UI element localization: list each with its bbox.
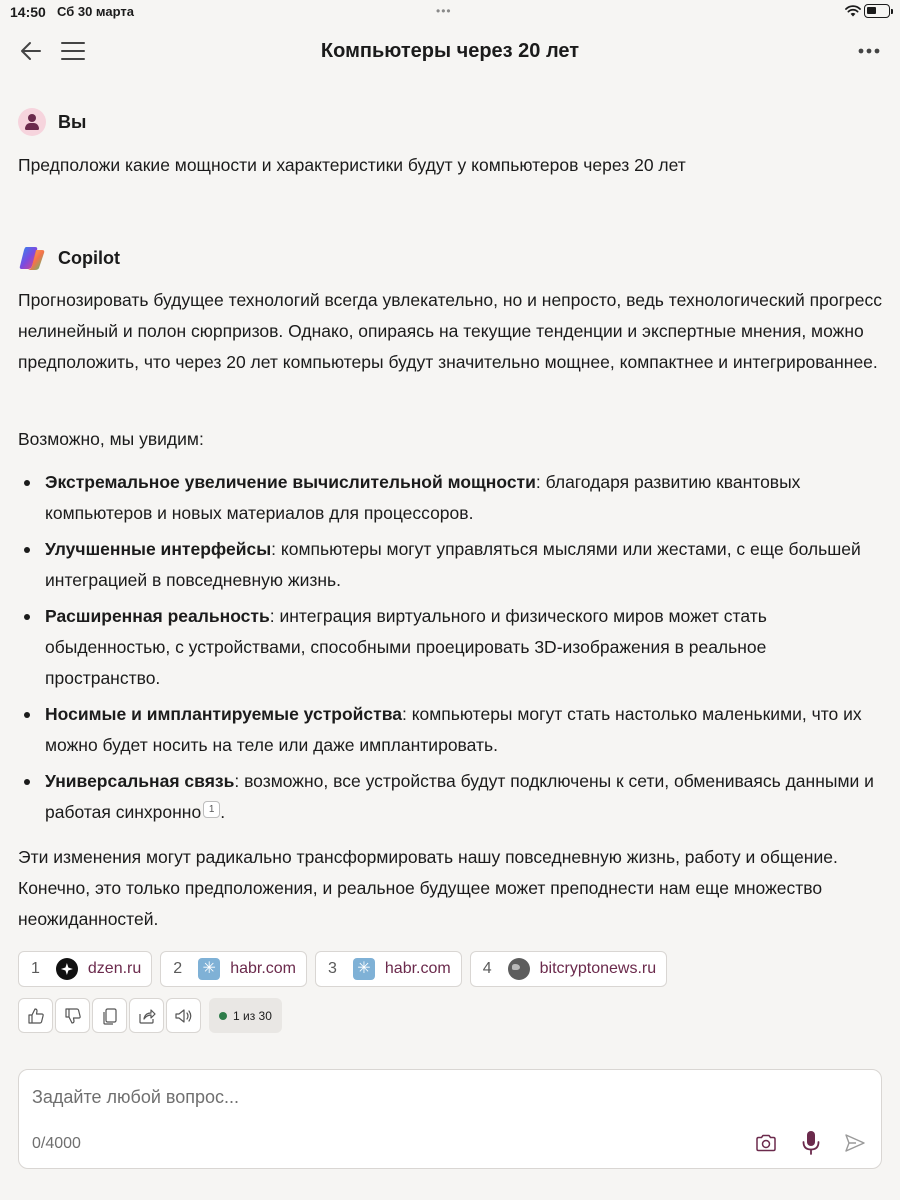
multitask-dots[interactable]: ••• — [436, 4, 452, 18]
status-bar — [0, 0, 900, 24]
bullet-text: : возможно, все устройства будут подключены к сети, обмениваясь данными и работая синхронно — [45, 771, 874, 822]
bullet-title: Носимые и имплантируемые устройства — [45, 704, 402, 724]
source-domain: habr.com — [230, 960, 296, 977]
bullet-text: : компьютеры могут стать настолько маленькими, что их можно будет носить на теле или даже имплантировать. — [45, 704, 862, 755]
habr-icon — [198, 958, 220, 980]
source-domain: habr.com — [384, 960, 451, 977]
status-dot-icon — [219, 1012, 227, 1020]
source-domain: bitcryptonews.ru — [539, 960, 657, 977]
more-options-icon[interactable] — [856, 38, 882, 64]
assistant-bullet-list — [18, 467, 884, 833]
message-composer[interactable] — [18, 1069, 882, 1169]
user-message: Предположи какие мощности и характеристики будут у компьютеров через 20 лет — [18, 155, 686, 175]
assistant-intro: Прогнозировать будущее технологий всегда увлекательно, но и непросто, ведь технологический прогресс нелинейный и полон сюрпризов. Однако, опираясь на текущие тенденции и экспертные мнения, можно предположить, что через 20 лет компьютеры будут значительно мощнее, компактнее и интегрированнее. — [18, 290, 882, 372]
bullet-title: Улучшенные интерфейсы — [45, 539, 272, 559]
bullet-title: Расширенная реальность — [45, 606, 270, 626]
list-item — [18, 766, 884, 828]
microphone-icon[interactable] — [800, 1130, 822, 1156]
sources-list — [18, 951, 667, 987]
source-number: 3 — [328, 960, 337, 977]
page-title: Компьютеры через 20 лет — [320, 40, 580, 62]
send-icon[interactable] — [844, 1132, 866, 1154]
globe-icon — [508, 958, 530, 980]
list-item — [18, 699, 884, 761]
source-link[interactable] — [18, 951, 152, 987]
copy-icon — [100, 1006, 120, 1026]
citation-badge[interactable]: 1 — [203, 801, 220, 818]
source-number: 4 — [482, 960, 492, 977]
chat-header — [0, 30, 900, 74]
share-button[interactable] — [129, 998, 164, 1033]
assistant-speaker-row — [18, 244, 120, 272]
thumbs-down-icon — [63, 1006, 83, 1026]
wifi-icon — [845, 5, 861, 17]
response-counter — [209, 998, 282, 1033]
status-time: 14:50 — [10, 4, 46, 20]
composer-input[interactable]: Задайте любой вопрос... — [32, 1087, 240, 1107]
habr-icon — [353, 958, 375, 980]
user-speaker-row — [18, 108, 86, 136]
list-item — [18, 467, 884, 529]
char-counter: 0/4000 — [32, 1135, 81, 1152]
source-link[interactable] — [315, 951, 462, 987]
list-item — [18, 601, 884, 694]
bullet-title: Экстремальное увеличение вычислительной мощности — [45, 472, 536, 492]
assistant-lead: Возможно, мы увидим: — [18, 429, 204, 449]
counter-text: 1 из 30 — [233, 1008, 272, 1023]
copilot-logo-icon — [18, 244, 46, 272]
bullet-text: : благодаря развитию квантовых компьютеров и новых материалов для процессоров. — [45, 472, 801, 523]
source-domain: dzen.ru — [87, 960, 142, 977]
camera-icon[interactable] — [755, 1132, 777, 1154]
status-date: Сб 30 марта — [57, 4, 134, 19]
battery-icon — [864, 4, 890, 18]
assistant-outro: Эти изменения могут радикально трансформировать нашу повседневную жизнь, работу и общение. Конечно, это только предположения, и реальное будущее может преподнести нам еще множество неожиданностей. — [18, 847, 838, 929]
message-actions — [18, 998, 282, 1033]
source-number: 1 — [31, 960, 40, 977]
user-avatar-icon — [18, 108, 46, 136]
bullet-title: Универсальная связь — [45, 771, 235, 791]
copy-button[interactable] — [92, 998, 127, 1033]
dzen-icon — [56, 958, 78, 980]
bullet-text: : компьютеры могут управляться мыслями или жестами, с еще большей интеграцией в повседневную жизнь. — [45, 539, 861, 590]
assistant-name: Copilot — [58, 247, 120, 268]
read-aloud-button[interactable] — [166, 998, 201, 1033]
share-icon — [137, 1006, 157, 1026]
thumbs-up-icon — [26, 1006, 46, 1026]
source-number: 2 — [173, 960, 183, 977]
user-name: Вы — [58, 111, 87, 132]
bullet-text: : интеграция виртуального и физического миров может стать обыденностью, с устройствами, способными проецировать 3D-изображения в реальное пространство. — [45, 606, 767, 688]
source-link[interactable] — [160, 951, 307, 987]
bullet-tail: . — [220, 802, 226, 822]
dislike-button[interactable] — [55, 998, 90, 1033]
like-button[interactable] — [18, 998, 53, 1033]
list-item — [18, 534, 884, 596]
speaker-icon — [174, 1006, 194, 1026]
source-link[interactable] — [470, 951, 667, 987]
